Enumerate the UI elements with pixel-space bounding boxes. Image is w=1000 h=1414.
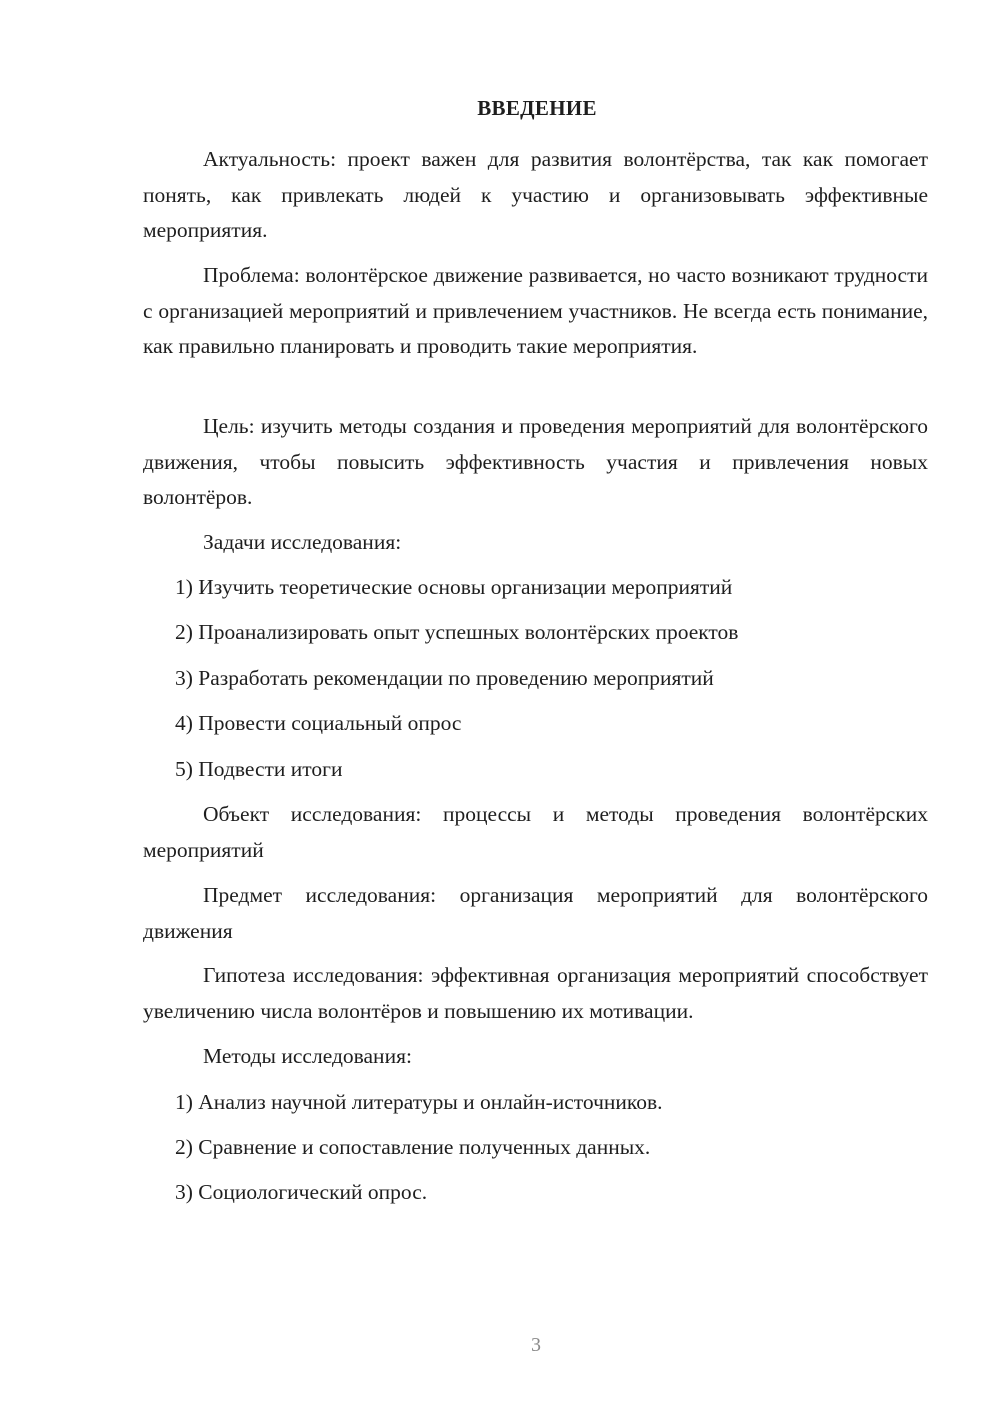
page-number: 3 bbox=[531, 1334, 541, 1356]
method-item: 2) Сравнение и сопоставление полученных данных. bbox=[175, 1135, 651, 1159]
hypothesis-paragraph: Гипотеза исследования: эффективная организация мероприятий способствует увеличению числа волонтёров и повышению их мотивации. bbox=[143, 963, 928, 1023]
task-item: 1) Изучить теоретические основы организации мероприятий bbox=[175, 575, 733, 599]
task-item: 5) Подвести итоги bbox=[175, 757, 343, 781]
object-paragraph: Объект исследования: процессы и методы проведения волонтёрских мероприятий bbox=[143, 802, 928, 862]
method-item: 1) Анализ научной литературы и онлайн-источников. bbox=[175, 1090, 663, 1114]
task-item: 3) Разработать рекомендации по проведению мероприятий bbox=[175, 666, 714, 690]
method-item: 3) Социологический опрос. bbox=[175, 1180, 428, 1204]
task-item: 4) Провести социальный опрос bbox=[175, 711, 462, 735]
methods-heading: Методы исследования: bbox=[203, 1044, 412, 1068]
goal-paragraph: Цель: изучить методы создания и проведения мероприятий для волонтёрского движения, чтобы повысить эффективность участия и привлечения новых волонтёров. bbox=[143, 414, 928, 509]
problem-paragraph: Проблема: волонтёрское движение развивается, но часто возникают трудности с организацией мероприятий и привлечением участников. Не всегда есть понимание, как правильно планировать и проводить такие мероприятия. bbox=[143, 263, 928, 358]
task-item: 2) Проанализировать опыт успешных волонтёрских проектов bbox=[175, 620, 739, 644]
relevance-paragraph: Актуальность: проект важен для развития волонтёрства, так как помогает понять, как привлекать людей к участию и организовывать эффективные мероприятия. bbox=[143, 147, 928, 242]
tasks-heading: Задачи исследования: bbox=[203, 530, 402, 554]
page-title: ВВЕДЕНИЕ bbox=[477, 96, 597, 120]
subject-paragraph: Предмет исследования: организация мероприятий для волонтёрского движения bbox=[143, 883, 928, 943]
